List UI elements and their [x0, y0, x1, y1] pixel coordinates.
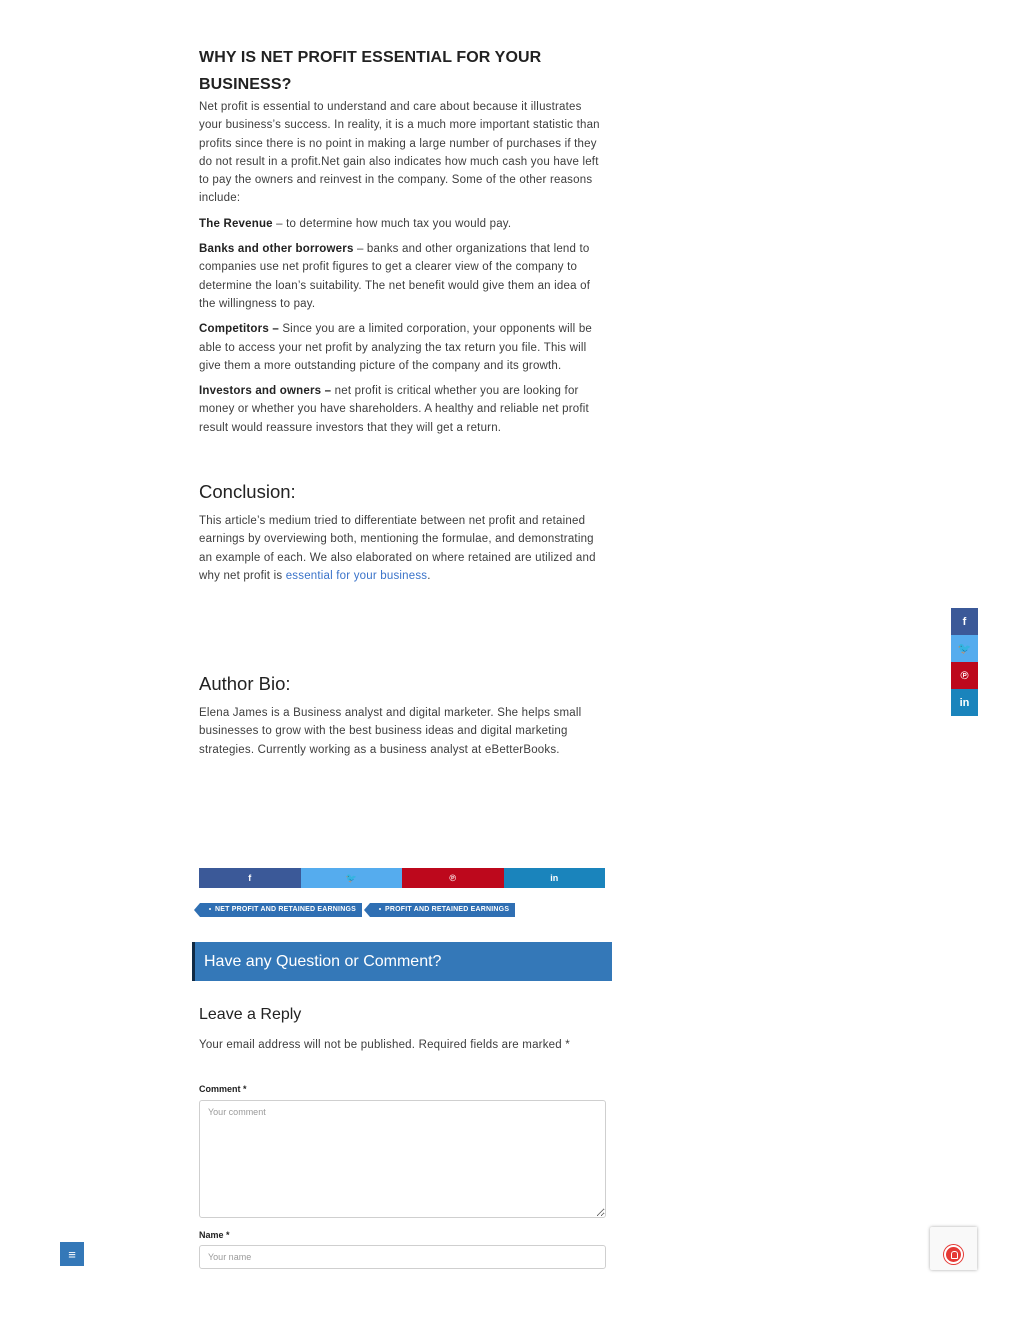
reason-text: Since you are a limited corporation, your opponents will be able to access your net profit by analyzing the tax return you file. This will give them a more outstanding picture of the company and its growth. — [199, 323, 593, 372]
floating-pinterest-button[interactable] — [951, 662, 978, 689]
comment-label: Comment * — [199, 1084, 247, 1094]
conclusion-text: This article’s medium tried to differentiate between net profit and retained earnings by overviewing both, mentioning the formulae, and demonstrating an example of each. We also elaborated on where retained are utilized and why net profit is — [199, 515, 596, 582]
reason-term: Investors and owners – — [199, 385, 332, 398]
intro-paragraph: Net profit is essential to understand and care about because it illustrates your business’s success. In reality, it is a much more important statistic than profits since there is no point in making a large number of purchases if they do not result in a profit.Net gain also indicates how much cash you have left to pay the owners and reinvest in the company. Some of the other reasons include: — [199, 101, 600, 205]
tag-dot-icon — [209, 908, 211, 910]
linkedin-icon: in — [959, 696, 970, 709]
essential-business-link[interactable]: essential for your business — [285, 569, 428, 582]
pinterest-icon: ℗ — [960, 669, 969, 682]
recaptcha-badge[interactable] — [930, 1227, 977, 1270]
tag-label: PROFIT AND RETAINED EARNINGS — [384, 906, 510, 913]
reason-paragraph — [199, 382, 607, 437]
reason-paragraph — [199, 320, 607, 375]
reason-paragraph — [199, 240, 607, 313]
comment-input[interactable] — [199, 1100, 606, 1218]
twitter-icon: 🐦 — [345, 872, 357, 883]
share-twitter-button[interactable] — [301, 868, 403, 888]
floating-share-bar — [951, 608, 978, 716]
section-heading: WHY IS NET PROFIT ESSENTIAL FOR YOUR BUSINESS? — [199, 49, 542, 93]
conclusion-end: . — [427, 569, 431, 582]
reason-paragraph — [199, 215, 607, 233]
floating-facebook-button[interactable] — [951, 608, 978, 635]
share-facebook-button[interactable] — [199, 868, 301, 888]
reason-term: The Revenue — [199, 217, 273, 230]
share-linkedin-button[interactable] — [504, 868, 606, 888]
share-bar — [199, 868, 605, 888]
tag-link[interactable] — [370, 903, 515, 917]
tag-list — [200, 903, 515, 917]
facebook-icon: f — [962, 615, 967, 628]
question-box-title: Have any Question or Comment? — [192, 942, 612, 981]
menu-button[interactable] — [60, 1242, 84, 1266]
reason-term: Competitors – — [199, 323, 279, 336]
tag-dot-icon — [379, 908, 381, 910]
required-fields-note: Your email address will not be published. Required fields are marked * — [199, 1039, 570, 1051]
pinterest-icon: ℗ — [449, 873, 457, 883]
tag-link[interactable] — [200, 903, 362, 917]
reason-text: net profit is critical whether you are looking for money or whether you have shareholders. A healthy and reliable net profit result would reassure investors that they will get a return. — [199, 385, 589, 434]
conclusion-paragraph — [199, 512, 607, 585]
linkedin-icon: in — [550, 873, 559, 883]
facebook-icon: f — [248, 873, 252, 883]
name-label: Name * — [199, 1230, 230, 1240]
name-input[interactable] — [199, 1245, 606, 1269]
floating-linkedin-button[interactable] — [951, 689, 978, 716]
author-bio-heading: Author Bio: — [199, 673, 291, 694]
twitter-icon: 🐦 — [957, 643, 972, 655]
recaptcha-icon — [944, 1245, 963, 1264]
tag-label: NET PROFIT AND RETAINED EARNINGS — [215, 906, 356, 913]
reason-text: – to determine how much tax you would pay. — [272, 217, 512, 230]
article-section — [199, 44, 607, 444]
share-pinterest-button[interactable] — [402, 868, 504, 888]
floating-twitter-button[interactable] — [951, 635, 978, 662]
conclusion-heading: Conclusion: — [199, 481, 296, 502]
author-bio-text: Elena James is a Business analyst and digital marketer. She helps small businesses to grow with the best business ideas and digital marketing strategies. Currently working as a business analyst at eBetterBooks. — [199, 707, 582, 756]
reason-text: – banks and other organizations that lend to companies use net profit figures to get a clearer view of the company to determine the loan’s suitability. The net benefit would give them an idea of the willingness to pay. — [199, 243, 591, 310]
leave-reply-heading: Leave a Reply — [199, 1006, 302, 1023]
reason-term: Banks and other borrowers — [199, 243, 354, 256]
menu-icon: ≡ — [68, 1246, 76, 1262]
